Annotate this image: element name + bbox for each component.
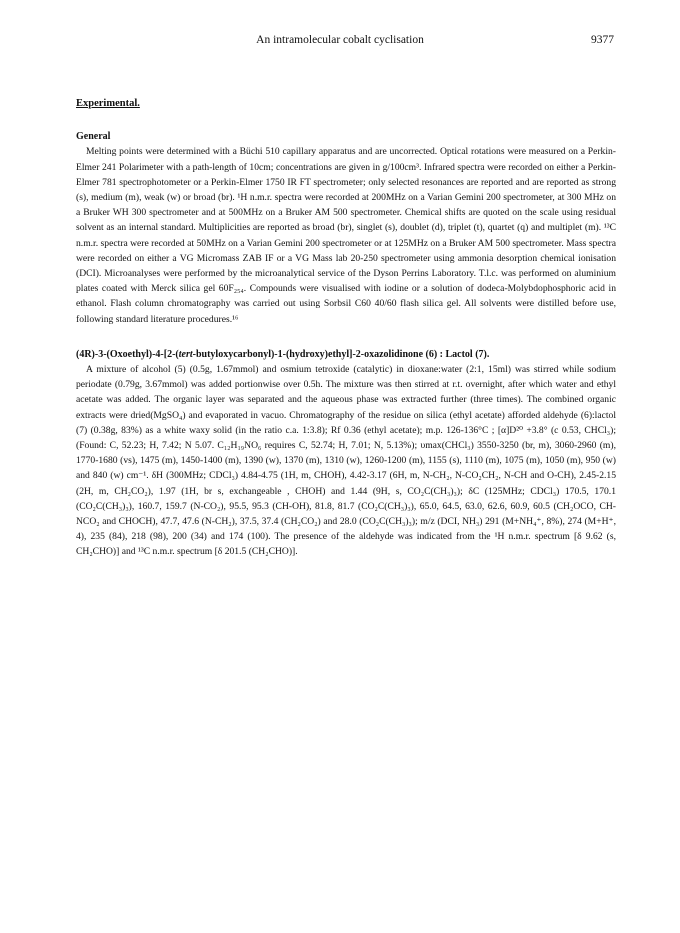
compound-title — [76, 347, 616, 362]
compound-title-italic: tert — [178, 348, 193, 360]
compound-title-post: -butyloxycarbonyl)-1-(hydroxy)ethyl]-2-oxazolidinone (6) : Lactol (7). — [192, 348, 490, 360]
compound-paragraph: A mixture of alcohol (5) (0.5g, 1.67mmol) and osmium tetroxide (catalytic) in dioxane:water (2:1, 15ml) was stirred while sodium periodate (0.79g, 3.67mmol) was added portionwise over 0.5h. The mixture was then stirred at r.t. overnight, after which water and ethyl acetate was added. The organic layer was separated and the aqueous phase was extracted further (three times). The combined organic extracts were dried(MgSO₄) and evaporated in vacuo. Chromatography of the residue on silica (ethyl acetate) afforded aldehyde (6):lactol (7) (0.38g, 83%) as a white waxy solid (in the ratio c.a. 1:3.8); Rf 0.36 (ethyl acetate); m.p. 126-136°C ; [α]D²⁰ +3.8° (c 0.53, CHCl₃); (Found: C, 52.23; H, 7.42; N 5.07. C₁₂H₁₉NO₆ requires C, 52.74; H, 7.01; N, 5.13%); υmax(CHCl₃) 3550-3250 (br, m), 3060-2960 (m), 1770-1680 (vs), 1475 (m), 1450-1400 (m), 1390 (w), 1370 (m), 1310 (w), 1260-1200 (m), 1155 (s), 1110 (m), 1075 (m), 1050 (m), 950 (w) and 840 (w) cm⁻¹. δH (300MHz; CDCl₃) 4.84-4.75 (1H, m, CHOH), 4.42-3.17 (6H, m, N-CH₂, N-CO₂CH₂, N-CH and O-CH), 2.45-2.15 (2H, m, CH₂CO₂), 1.97 (1H, br s, exchangeable , CHOH) and 1.44 (9H, s, CO₂C(CH₃)₃); δC (125MHz; CDCl₃) 170.5, 170.1 (CO₂C(CH₃)₃), 160.7, 159.7 (N-CO₂), 95.5, 95.3 (CH-OH), 81.8, 81.7 (CO₂C(CH₃)₃), 65.0, 64.5, 63.0, 62.6, 60.9, 60.5 (CH₂OCO, CH-NCO₂ and CHOCH), 47.7, 47.6 (N-CH₂), 37.5, 37.4 (CH₂CO₂) and 28.0 (CO₂C(CH₃)₃); m/z (DCI, NH₃) 291 (M+NH₄⁺, 8%), 274 (M+H⁺, 4), 235 (84), 218 (98), 200 (34) and 174 (100). The presence of the aldehyde was indicated from the ¹H n.m.r. spectrum [δ 9.62 (s, CH₂CHO)] and ¹³C n.m.r. spectrum [δ 201.5 (CH₂CHO)]. — [76, 364, 616, 558]
general-heading: General — [76, 131, 111, 143]
body-text — [76, 96, 616, 560]
running-head — [0, 34, 680, 50]
page-number: 9377 — [591, 34, 614, 46]
compound-title-pre: (4R)-3-(Oxoethyl)-4-[2-( — [76, 348, 179, 360]
section-title: Experimental. — [76, 98, 140, 109]
general-paragraph: Melting points were determined with a Büchi 510 capillary apparatus and are uncorrected. Optical rotations were measured on a Perkin-Elmer 241 Polarimeter with a path-length of 10cm; concentrations are given in g/100cm³. Infrared spectra were recorded on either a Perkin-Elmer 781 spectrophotometer or a Perkin-Elmer 1750 IR FT spectrometer; only selected resonances are reported and are reported as strong (s), medium (m), weak (w) or broad (br). ¹H n.m.r. spectra were recorded at 200MHz on a Varian Gemini 200 spectrometer, at 300 MHz on a Bruker WH 300 spectrometer and at 500MHz on a Bruker AM 500 spectrometer. Chemical shifts are quoted on the scale using residual solvent as an internal standard. Multiplicities are reported as broad (br), singlet (s), doublet (d), triplet (t), quartet (q) and multiplet (m). ¹³C n.m.r. spectra were recorded at 50MHz on a Varian Gemini 200 spectrometer or at 125MHz on a Bruker AM 500 spectrometer. Mass spectra were recorded on either a VG Micromass ZAB IF or a VG Mass lab 20-250 spectrometer using ammonia desorption chemical ionisation (DCI). Microanalyses were performed by the microanalytical service of the Dyson Perrins Laboratory. T.l.c. was performed on aluminium plates coated with Merck silica gel 60F₂₅₄. Compounds were visualised with iodine or a solution of dodeca-Molybdophosphoric acid in ethanol. Flash column chromatography was carried out using Sorbsil C60 40/60 flash silica gel. All solvents were distilled before use, following standard literature procedures.¹⁶ — [76, 146, 616, 325]
running-title: An intramolecular cobalt cyclisation — [256, 34, 424, 46]
